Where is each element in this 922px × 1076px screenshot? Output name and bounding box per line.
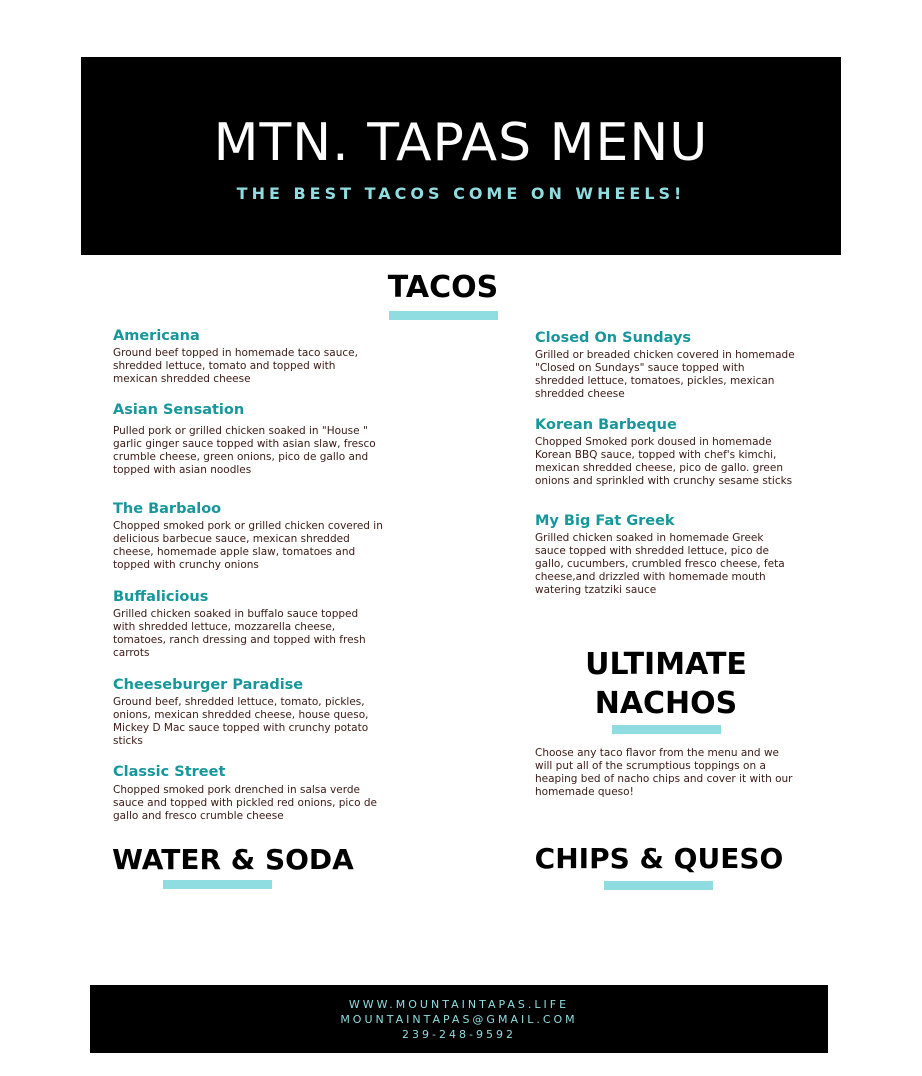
nachos-description: Choose any taco flavor from the menu and we will put all of the scrumptious toppings on a heaping bed of nacho chips and cover it with our homemade queso!: [535, 747, 793, 798]
taco-item-my-big-fat-greek: [535, 511, 795, 597]
item-name: Cheeseburger Paradise: [113, 677, 304, 693]
chips-queso-heading: CHIPS & QUESO: [534, 842, 784, 875]
taco-item-buffalicious: [113, 587, 383, 660]
taco-item-korean-barbeque: [535, 415, 795, 488]
taco-item-asian-sensation: [113, 400, 383, 477]
item-description: Ground beef, shredded lettuce, tomato, pickles, onions, mexican shredded cheese, house queso, Mickey D Mac sauce topped with crunchy potato sticks: [113, 696, 369, 747]
item-name: Closed On Sundays: [535, 330, 692, 346]
chips-queso-underline: [604, 881, 713, 890]
taco-item-cheeseburger-paradise: [113, 675, 383, 748]
item-description: Chopped smoked pork or grilled chicken covered in delicious barbecue sauce, mexican shredded cheese, homemade apple slaw, tomatoes and topped with crunchy onions: [113, 520, 383, 571]
footer-banner: [90, 985, 828, 1053]
tacos-underline: [389, 311, 498, 320]
taco-item-americana: [113, 326, 383, 386]
item-name: Americana: [113, 328, 200, 344]
taco-item-the-barbaloo: [113, 499, 383, 572]
item-description: Grilled chicken soaked in homemade Greek sauce topped with shredded lettuce, pico de gallo, cucumbers, crumbled fresco cheese, feta cheese,and drizzled with homemade mouth watering tzatziki sauce: [535, 532, 785, 596]
footer-website: WWW.MOUNTAINTAPAS.LIFE: [348, 998, 570, 1011]
item-name: Korean Barbeque: [535, 417, 677, 433]
footer-phone: 239-248-9592: [402, 1028, 516, 1041]
tacos-heading: TACOS: [387, 270, 499, 305]
item-description: Chopped Smoked pork doused in homemade Korean BBQ sauce, topped with chef's kimchi, mexican shredded cheese, pico de gallo. green onions and sprinkled with crunchy sesame sticks: [535, 436, 793, 487]
item-description: Ground beef topped in homemade taco sauce, shredded lettuce, tomato and topped with mexican shredded cheese: [113, 347, 358, 385]
menu-title: MTN. TAPAS MENU: [213, 113, 709, 173]
water-soda-heading: WATER & SODA: [112, 843, 354, 876]
item-name: Asian Sensation: [113, 402, 245, 418]
footer-email: MOUNTAINTAPAS@GMAIL.COM: [340, 1013, 578, 1026]
item-name: Classic Street: [113, 764, 226, 780]
item-description: Grilled or breaded chicken covered in homemade "Closed on Sundays" sauce topped with shredded lettuce, tomatoes, pickles, mexican shredded cheese: [535, 349, 795, 400]
item-name: My Big Fat Greek: [535, 513, 675, 529]
menu-subtitle: THE BEST TACOS COME ON WHEELS!: [236, 184, 686, 203]
item-name: The Barbaloo: [113, 501, 222, 517]
taco-item-classic-street: [113, 762, 383, 823]
taco-item-closed-on-sundays: [535, 328, 795, 401]
item-name: Buffalicious: [113, 589, 209, 605]
water-soda-underline: [163, 880, 272, 889]
item-description: Grilled chicken soaked in buffalo sauce topped with shredded lettuce, mozzarella cheese, tomatoes, ranch dressing and topped with fresh carrots: [113, 608, 366, 659]
item-description: Pulled pork or grilled chicken soaked in "House " garlic ginger sauce topped with asian slaw, fresco crumble cheese, green onions, pico de gallo and topped with asian noodles: [113, 425, 376, 476]
item-description: Chopped smoked pork drenched in salsa verde sauce and topped with pickled red onions, pico de gallo and fresco crumble cheese: [113, 784, 377, 822]
nachos-underline: [612, 725, 721, 734]
nachos-heading-line1: ULTIMATE: [585, 647, 747, 682]
header-banner: [81, 57, 841, 255]
nachos-heading-line2: NACHOS: [594, 686, 738, 721]
